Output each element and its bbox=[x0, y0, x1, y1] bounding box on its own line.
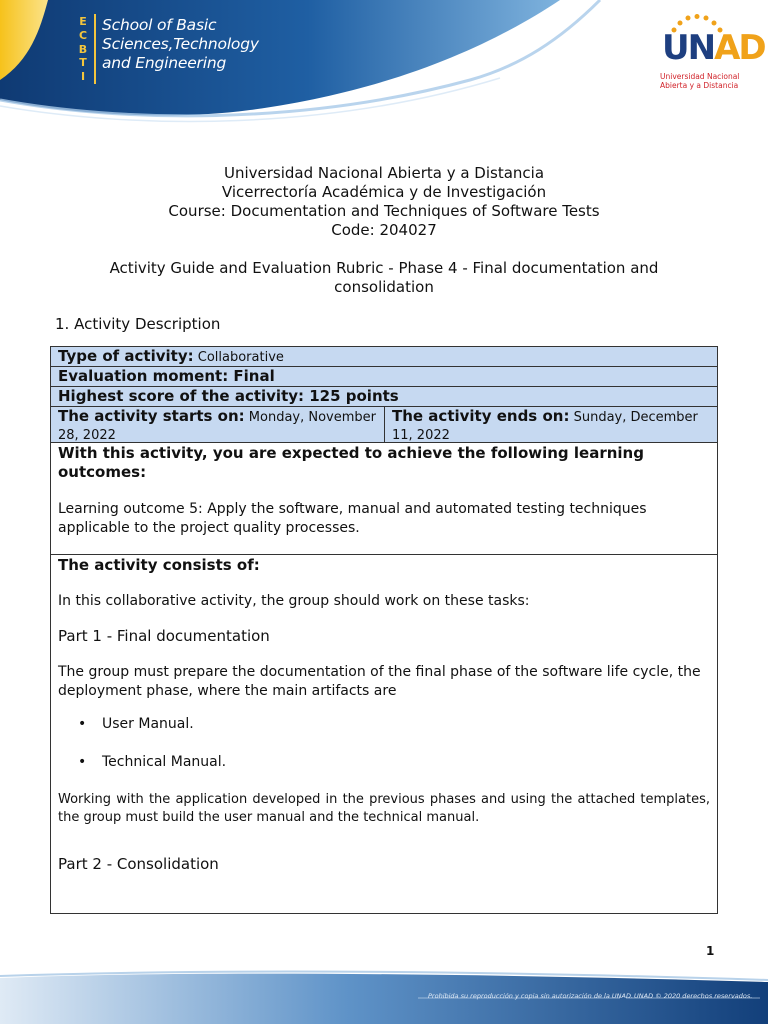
part1-text: The group must prepare the documentation of the final phase of the software life cycle, the deployment phase, where the main artifacts are bbox=[58, 664, 701, 699]
vice-rectory: Vicerrectoría Académica y de Investigación bbox=[221, 183, 547, 201]
starts-value: Monday, November 28, 2022 bbox=[58, 410, 377, 443]
row-type bbox=[51, 347, 717, 367]
working-text: Working with the application developed in the previous phases and using the attached templates, the group must build the user manual and the technical manual. bbox=[58, 792, 710, 825]
artifact-list bbox=[58, 715, 710, 772]
school-line-1: School of Basic bbox=[102, 16, 217, 34]
logo-un: UN bbox=[662, 28, 715, 68]
row-dates bbox=[51, 407, 717, 443]
ends-value: Sunday, December 11, 2022 bbox=[392, 410, 698, 443]
row-score bbox=[51, 387, 717, 407]
document-titles bbox=[0, 164, 768, 240]
type-value: Collaborative bbox=[193, 350, 284, 365]
ecbti-divider bbox=[94, 14, 96, 84]
logo-wordmark bbox=[662, 28, 765, 68]
score-text: Highest score of the activity: 125 points bbox=[58, 387, 399, 405]
consists-heading: The activity consists of: bbox=[58, 556, 260, 574]
logo-sub-1: Universidad Nacional bbox=[660, 72, 740, 81]
part1-heading: Part 1 - Final documentation bbox=[58, 627, 270, 645]
activity-table bbox=[50, 346, 718, 914]
outcomes-heading: With this activity, you are expected to achieve the following learning outcomes: bbox=[58, 444, 644, 481]
school-line-2: Sciences,Technology bbox=[102, 35, 259, 53]
course-code: Code: 204027 bbox=[331, 221, 437, 239]
type-label: Type of activity: bbox=[58, 347, 194, 365]
course-name: Course: Documentation and Techniques of Software Tests bbox=[168, 202, 600, 220]
row-moment bbox=[51, 367, 717, 387]
consists-intro: In this collaborative activity, the group should work on these tasks: bbox=[58, 593, 530, 609]
learning-outcome-5: Learning outcome 5: Apply the software, manual and automated testing techniques applicable to the project quality processes. bbox=[58, 501, 647, 536]
school-name bbox=[102, 14, 259, 84]
header-banner bbox=[0, 0, 768, 140]
legal-notice: Prohibida su reproducción y copia sin autorización de la UNAD. bbox=[428, 992, 634, 1000]
part2-heading: Part 2 - Consolidation bbox=[58, 855, 219, 873]
section-title: 1. Activity Description bbox=[55, 315, 221, 333]
university-name: Universidad Nacional Abierta y a Distancia bbox=[223, 164, 545, 182]
logo-sub-2: Abierta y a Distancia bbox=[660, 81, 739, 90]
school-line-3: and Engineering bbox=[102, 54, 227, 72]
copyright-notice: UNAD © 2020 derechos reservados. bbox=[634, 992, 753, 1000]
school-block bbox=[76, 14, 259, 84]
unad-logo bbox=[660, 14, 765, 94]
guide-title: Activity Guide and Evaluation Rubric - Phase 4 - Final documentation and consolidation bbox=[109, 259, 659, 296]
list-item: • Technical Manual. bbox=[58, 753, 710, 772]
footer-banner bbox=[0, 968, 768, 1024]
list-item: • User Manual. bbox=[58, 715, 710, 734]
start-date-cell bbox=[51, 407, 385, 442]
ecbti-vertical-label: E C B T I bbox=[78, 15, 88, 83]
starts-label: The activity starts on: bbox=[58, 407, 245, 425]
logo-subtitle bbox=[660, 72, 739, 90]
moment-text: Evaluation moment: Final bbox=[58, 367, 275, 385]
page-number: 1 bbox=[706, 944, 715, 958]
row-outcomes bbox=[51, 443, 717, 555]
end-date-cell bbox=[385, 407, 717, 442]
ends-label: The activity ends on: bbox=[392, 407, 570, 425]
row-consists bbox=[51, 555, 717, 913]
logo-ad: AD bbox=[714, 28, 765, 68]
